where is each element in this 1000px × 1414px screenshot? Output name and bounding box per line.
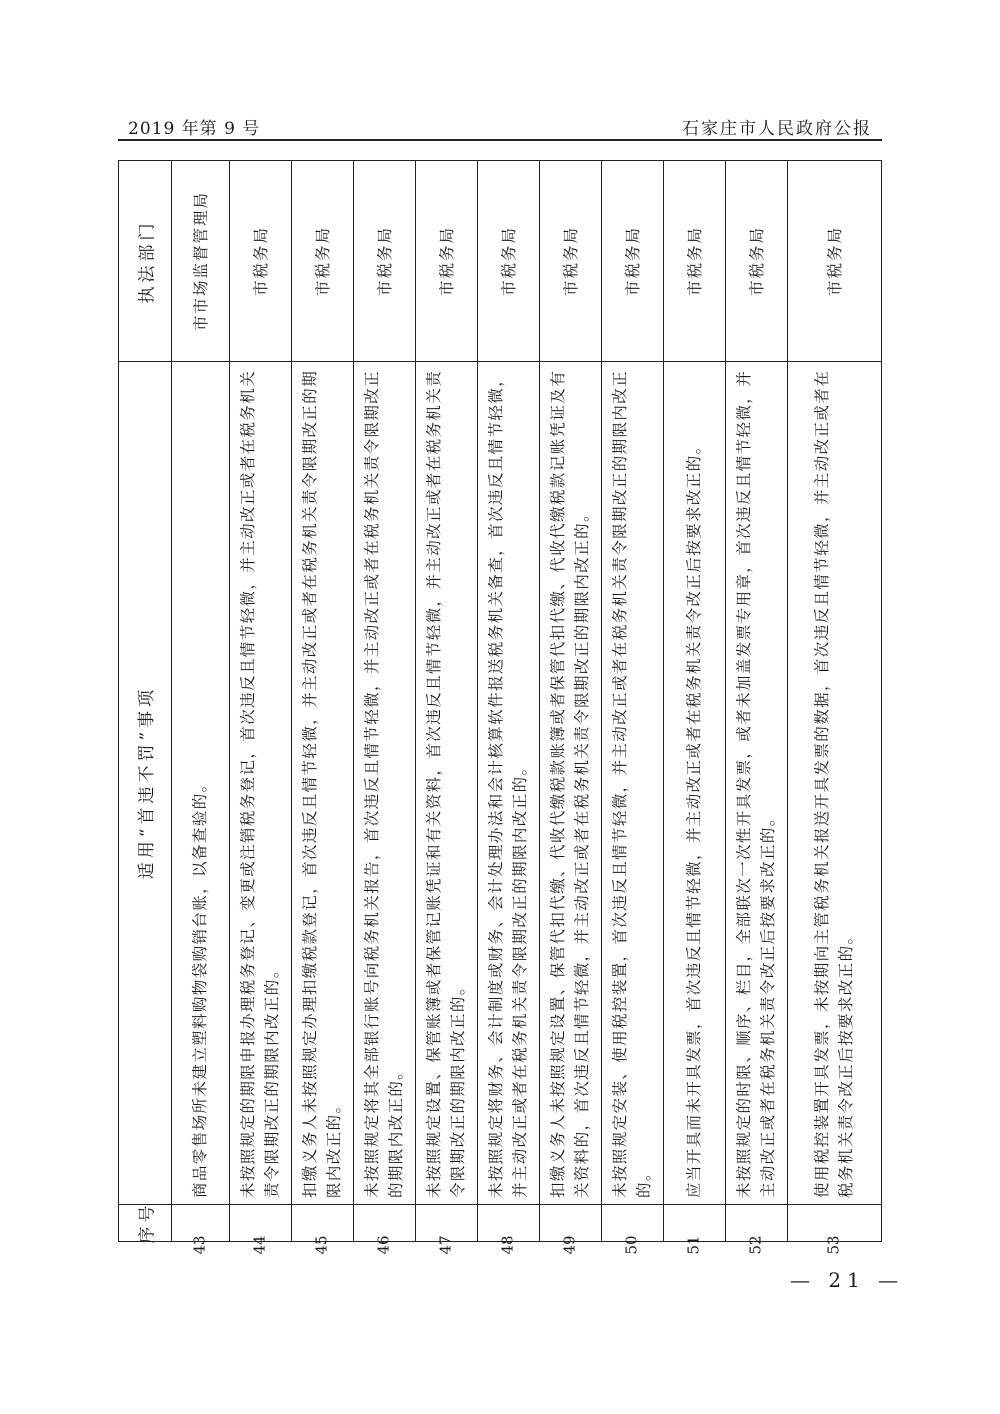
row-number: 52	[747, 1235, 765, 1255]
row-description-cell	[725, 361, 787, 1204]
row-number: 45	[313, 1235, 331, 1255]
row-description: 未按照规定将财务、会计制度或财务、会计处理办法和会计核算软件报送税务机关备查，首次违反且情节轻微，并主动改正或者在税务机关责令限期改正的期限内改正的。	[487, 369, 529, 1198]
table-row	[477, 161, 539, 1255]
row-department-cell	[787, 161, 881, 361]
row-department: 市税务局	[562, 225, 581, 297]
table-row	[171, 161, 229, 1255]
row-department: 市税务局	[748, 225, 767, 297]
row-department-cell	[171, 161, 229, 361]
row-description-cell	[353, 361, 415, 1204]
row-divider-num	[119, 1204, 881, 1205]
header-desc-label: 适用“首违不罚”事项	[137, 685, 158, 880]
row-number: 50	[623, 1235, 641, 1255]
table-row	[353, 161, 415, 1255]
row-department-cell	[229, 161, 291, 361]
table-row	[229, 161, 291, 1255]
row-number-cell	[601, 1204, 663, 1286]
header-desc	[119, 361, 171, 1204]
row-number-cell	[725, 1204, 787, 1286]
row-number-cell	[229, 1204, 291, 1286]
row-department: 市市场监督管理局	[192, 190, 211, 332]
row-department-cell	[291, 161, 353, 361]
row-description: 应当开具而未开具发票，首次违反且情节轻微，并主动改正或者在税务机关责令改正后按要求改正的。	[685, 436, 703, 1198]
table-row	[601, 161, 663, 1255]
row-description-cell	[787, 361, 881, 1204]
table-row	[725, 161, 787, 1255]
page-number: — 21 —	[790, 1268, 905, 1292]
row-number: 47	[437, 1235, 455, 1255]
row-description-cell	[171, 361, 229, 1204]
row-description-cell	[601, 361, 663, 1204]
row-description: 未按照规定的期限申报办理税务登记、变更或注销税务登记，首次违反且情节轻微，并主动改正或者在税务机关责令限期改正的期限内改正的。	[239, 369, 281, 1198]
row-description: 使用税控装置开具发票，未按期向主管税务机关报送开具发票的数据，首次违反且情节轻微，并主动改正或者在税务机关责令改正后按要求改正的。	[813, 369, 855, 1198]
violation-table	[118, 160, 882, 1255]
issue-number: 2019 年第 9 号	[128, 119, 261, 139]
row-department-cell	[539, 161, 601, 361]
row-description-cell	[539, 361, 601, 1204]
row-description: 未按照规定设置、保管账簿或者保管记账凭证和有关资料，首次违反且情节轻微，并主动改正或者在税务机关责令限期改正的期限内改正的。	[425, 369, 467, 1198]
row-number: 53	[825, 1235, 843, 1255]
row-number: 43	[191, 1235, 209, 1255]
row-department: 市税务局	[252, 225, 271, 297]
row-description: 未按照规定安装、使用税控装置，首次违反且情节轻微，并主动改正或者在税务机关责令限期改正的期限内改正的。	[611, 369, 653, 1198]
row-department-cell	[601, 161, 663, 361]
row-department-cell	[415, 161, 477, 361]
row-description-cell	[229, 361, 291, 1204]
row-number-cell	[539, 1204, 601, 1286]
row-number: 48	[499, 1235, 517, 1255]
row-description-cell	[415, 361, 477, 1204]
row-description: 商品零售场所未建立塑料购物袋购销台账，以备查验的。	[191, 774, 209, 1198]
row-department: 市税务局	[825, 225, 844, 297]
row-department: 市税务局	[314, 225, 333, 297]
row-department-cell	[663, 161, 725, 361]
row-number-cell	[477, 1204, 539, 1286]
row-number: 46	[375, 1235, 393, 1255]
row-department: 市税务局	[686, 225, 705, 297]
row-divider-dept	[119, 361, 881, 362]
table-row	[291, 161, 353, 1255]
row-department: 市税务局	[438, 225, 457, 297]
row-number: 49	[561, 1235, 579, 1255]
header-num-label: 序号	[137, 1201, 158, 1244]
table-row	[415, 161, 477, 1255]
row-description: 扣缴义务人未按照规定办理扣缴税款登记，首次违反且情节轻微，并主动改正或者在税务机关责令限期改正的期限内改正的。	[301, 369, 343, 1198]
table-row	[539, 161, 601, 1255]
row-description-cell	[291, 361, 353, 1204]
row-department: 市税务局	[624, 225, 643, 297]
row-number: 44	[251, 1235, 269, 1255]
row-description: 未按照规定的时限、顺序、栏目，全部联次一次性开具发票，或者未加盖发票专用章，首次违反且情节轻微，并主动改正或者在税务机关责令改正后按要求改正的。	[735, 369, 777, 1198]
row-number-cell	[353, 1204, 415, 1286]
row-number-cell	[171, 1204, 229, 1286]
row-number: 51	[685, 1235, 703, 1255]
table-row	[787, 161, 881, 1255]
row-department-cell	[477, 161, 539, 361]
row-description-cell	[663, 361, 725, 1204]
header-dept-label: 执法部门	[137, 219, 158, 303]
row-department-cell	[353, 161, 415, 361]
publication-title: 石家庄市人民政府公报	[682, 119, 872, 139]
row-department: 市税务局	[376, 225, 395, 297]
row-description: 未按照规定将其全部银行账号向税务机关报告，首次违反且情节轻微，并主动改正或者在税务机关责令限期改正的期限内改正的。	[363, 369, 405, 1198]
row-description-cell	[477, 361, 539, 1204]
row-description: 扣缴义务人未按照规定设置、保管代扣代缴、代收代缴税款账簿或者保管代扣代缴、代收代缴税款记账凭证及有关资料的，首次违反且情节轻微，并主动改正或者在税务机关责令限期改正的期限内改正的。	[549, 369, 591, 1198]
header-dept	[119, 161, 171, 361]
row-number-cell	[663, 1204, 725, 1286]
row-number-cell	[415, 1204, 477, 1286]
header-rule	[118, 139, 882, 141]
row-department: 市税务局	[500, 225, 519, 297]
row-department-cell	[725, 161, 787, 361]
table-row	[663, 161, 725, 1255]
row-number-cell	[291, 1204, 353, 1286]
header-num	[119, 1201, 171, 1244]
